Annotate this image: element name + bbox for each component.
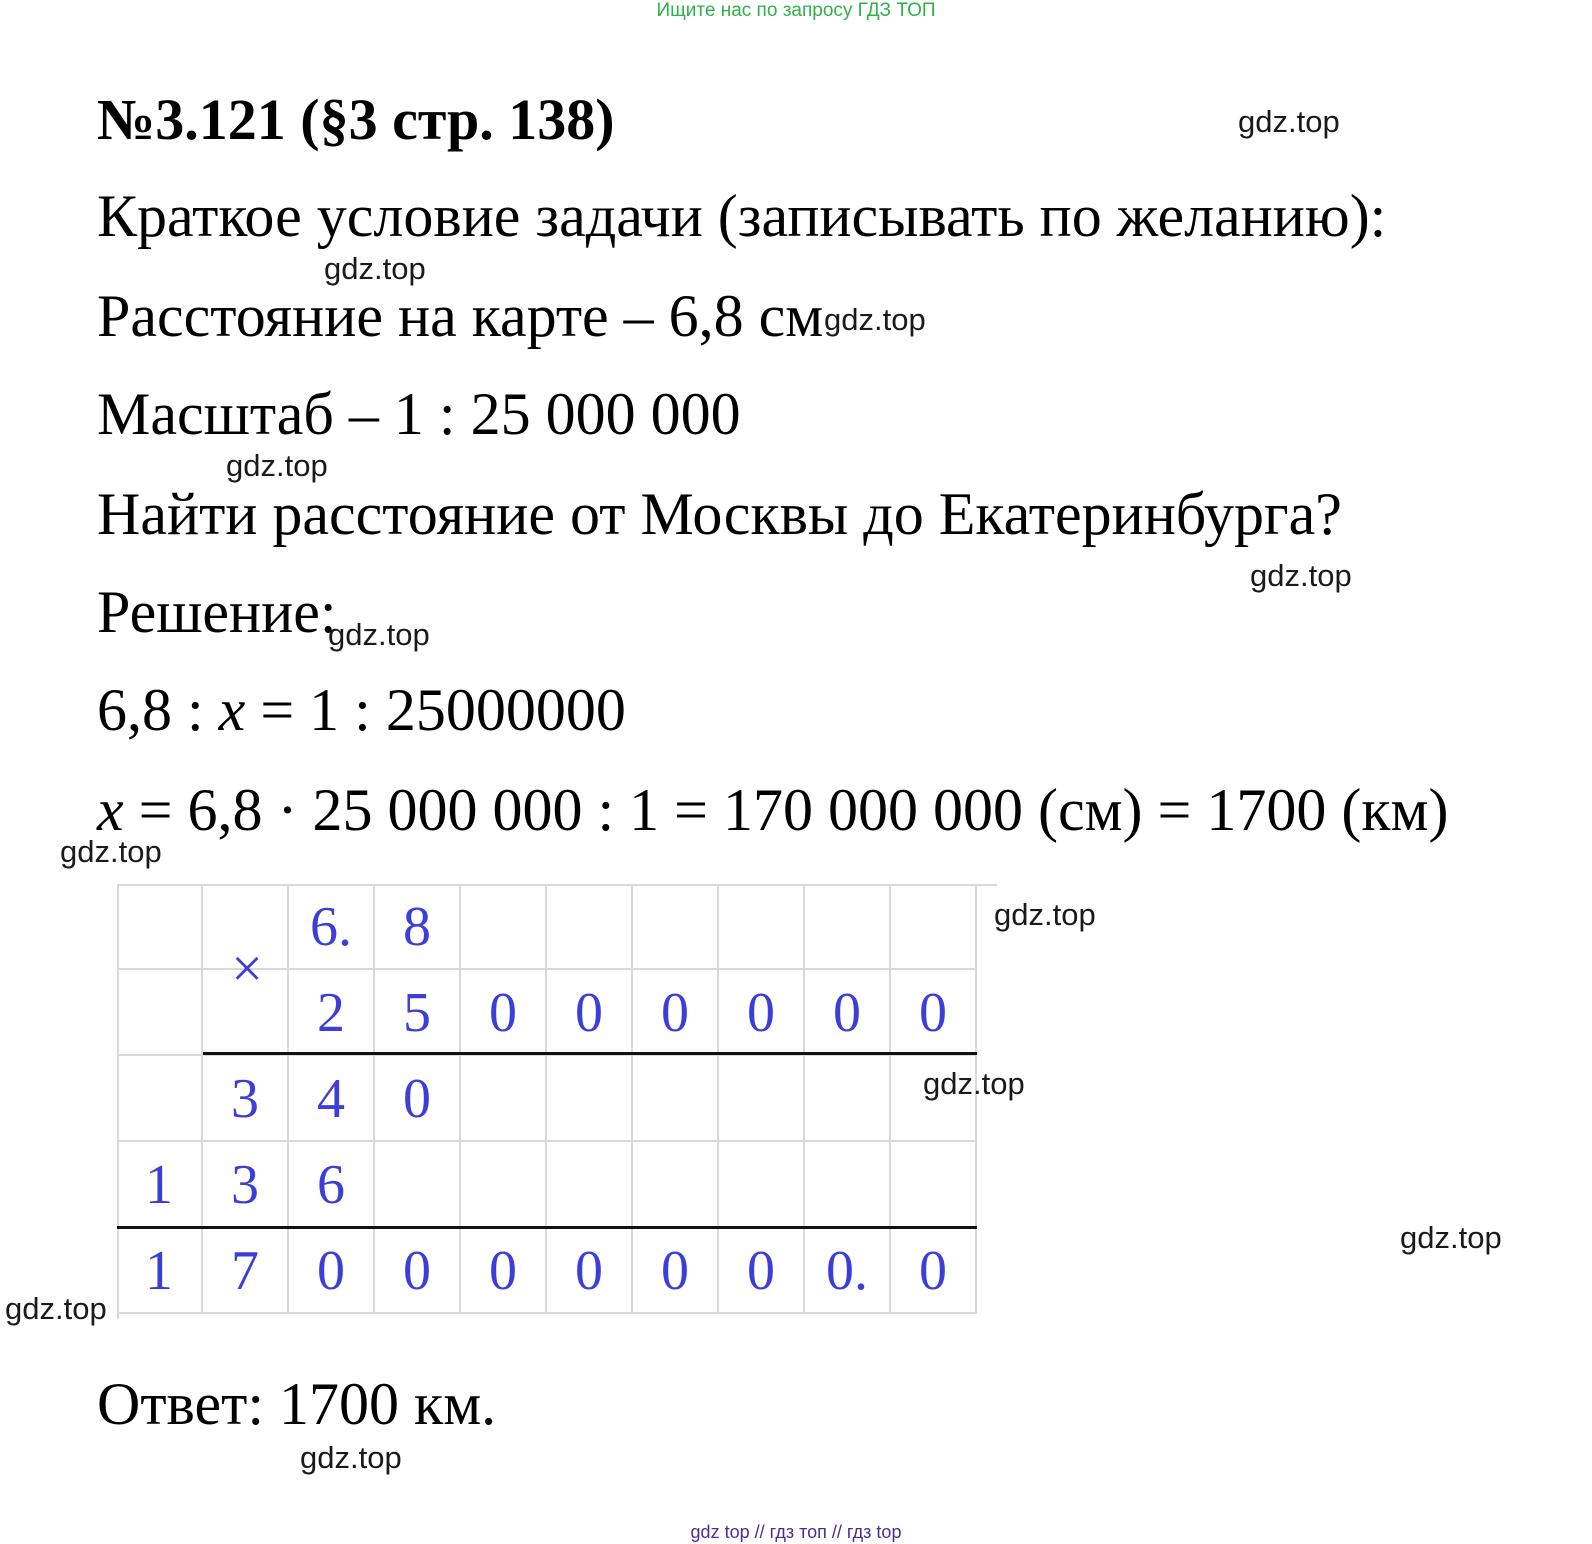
watermark: gdz.top xyxy=(5,1291,107,1326)
product-rule xyxy=(203,1052,977,1055)
multiplication-grid xyxy=(117,884,997,1319)
grid-cell: 6. xyxy=(289,884,375,970)
equation-variable: x xyxy=(218,677,246,743)
grid-cell: 0 xyxy=(461,970,547,1056)
grid-cell: 7 xyxy=(203,1228,289,1314)
calculation-line xyxy=(97,777,1449,843)
bottom-banner[interactable]: gdz top // гдз топ // гдз top xyxy=(690,1522,902,1542)
grid-cell: 0 xyxy=(375,1056,461,1142)
grid-cell: 1 xyxy=(117,1228,203,1314)
grid-cell: 0 xyxy=(547,1228,633,1314)
grid-cell: 0 xyxy=(891,1228,977,1314)
grid-cell: 0 xyxy=(891,970,977,1056)
watermark: gdz.top xyxy=(324,251,426,286)
grid-cell: 3 xyxy=(203,1056,289,1142)
watermark: gdz.top xyxy=(1250,558,1352,593)
condition-heading: Краткое условие задачи (записывать по желанию): xyxy=(97,183,1387,249)
question-line: Найти расстояние от Москвы до Екатеринбурга? xyxy=(97,481,1342,547)
grid-cell: 0 xyxy=(461,1228,547,1314)
calculation-rest: = 6,8 · 25 000 000 : 1 = 170 000 000 (см) = 1700 (км) xyxy=(123,777,1449,843)
grid-cell: 3 xyxy=(203,1142,289,1228)
top-banner[interactable]: Ищите нас по запросу ГДЗ ТОП xyxy=(656,0,936,21)
grid-cell: 4 xyxy=(289,1056,375,1142)
equation-right: = 1 : 25000000 xyxy=(245,677,626,743)
watermark: gdz.top xyxy=(60,834,162,869)
grid-cell: 0 xyxy=(375,1228,461,1314)
multiply-sign: × xyxy=(231,938,263,1000)
proportion-equation xyxy=(97,677,626,743)
watermark: gdz.top xyxy=(824,302,926,337)
watermark: gdz.top xyxy=(1238,104,1340,139)
grid-cell: 1 xyxy=(117,1142,203,1228)
grid-cell: 5 xyxy=(375,970,461,1056)
grid-cell: 0 xyxy=(719,970,805,1056)
watermark: gdz.top xyxy=(994,897,1096,932)
grid-cell: 0 xyxy=(633,1228,719,1314)
grid-cell: 0 xyxy=(289,1228,375,1314)
solution-heading: Решение: xyxy=(97,579,337,645)
watermark: gdz.top xyxy=(923,1066,1025,1101)
grid-cell: 0 xyxy=(633,970,719,1056)
watermark: gdz.top xyxy=(300,1440,402,1475)
grid-cell: 6 xyxy=(289,1142,375,1228)
scale-line: Масштаб – 1 : 25 000 000 xyxy=(97,381,741,447)
watermark: gdz.top xyxy=(1400,1220,1502,1255)
equation-left: 6,8 : xyxy=(97,677,219,743)
watermark: gdz.top xyxy=(226,448,328,483)
sum-rule xyxy=(117,1226,977,1229)
grid-cell: 0 xyxy=(805,970,891,1056)
grid-cell: 0 xyxy=(719,1228,805,1314)
answer: Ответ: 1700 км. xyxy=(97,1371,497,1437)
distance-line: Расстояние на карте – 6,8 см xyxy=(97,283,824,349)
grid-cell: 2 xyxy=(289,970,375,1056)
grid-cell: 8 xyxy=(375,884,461,970)
problem-title: №3.121 (§3 стр. 138) xyxy=(97,87,615,152)
calculation-variable: x xyxy=(97,777,124,843)
watermark: gdz.top xyxy=(328,617,430,652)
grid-cell: 0. xyxy=(805,1228,891,1314)
grid-cell: 0 xyxy=(547,970,633,1056)
